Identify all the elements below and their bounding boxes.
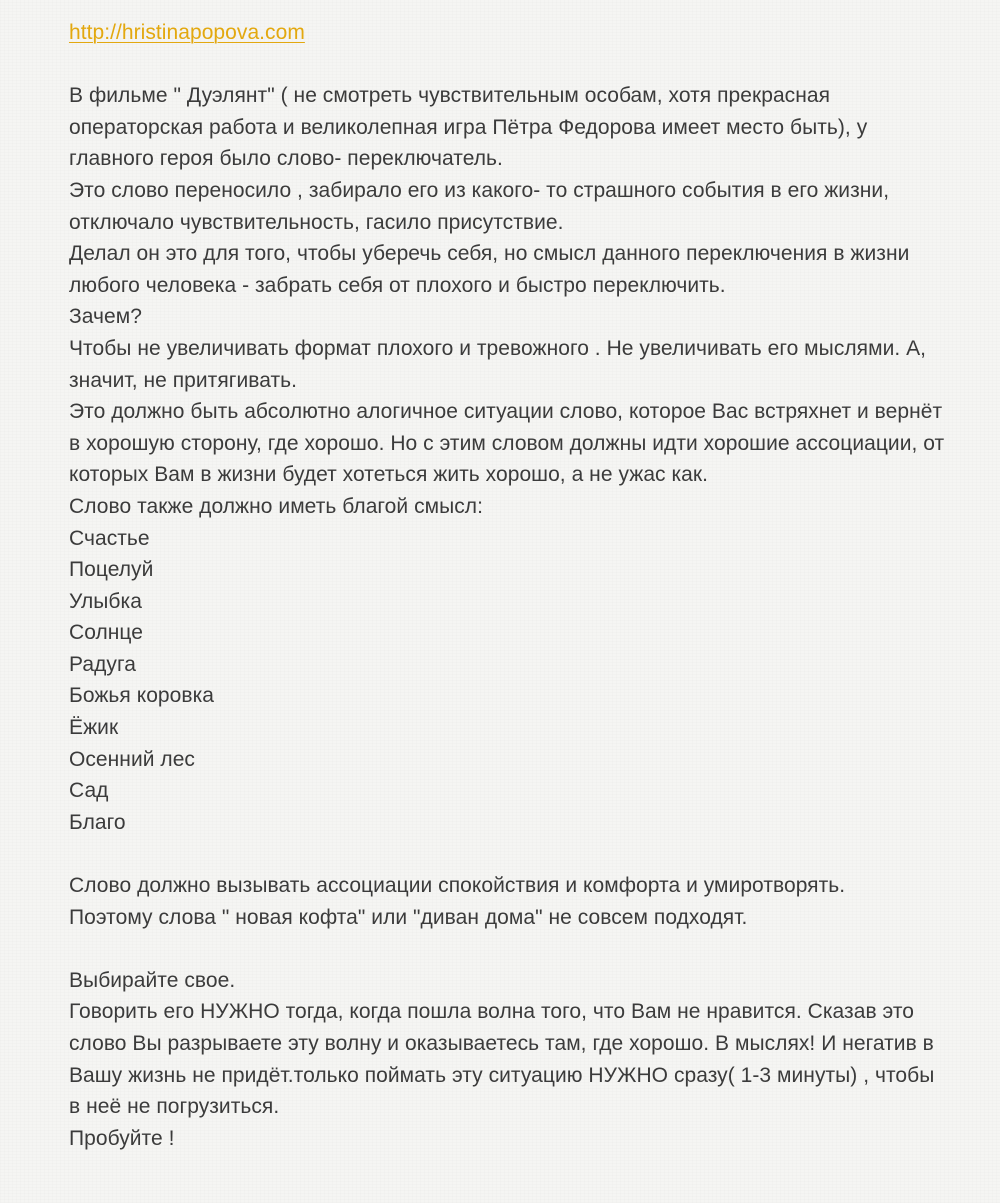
blank-line — [69, 49, 949, 81]
paragraph-good-meaning: Слово также должно иметь благой смысл: — [69, 494, 483, 518]
paragraph-purpose: Делал он это для того, чтобы уберечь себя, но смысл данного переключения в жизни любого человека - забрать себя от плохого и быстро переключить. — [69, 242, 910, 297]
paragraph-why: Зачем? — [69, 305, 142, 329]
paragraph-associations: Слово должно вызывать ассоциации спокойствия и комфорта и умиротворять. — [69, 874, 846, 898]
paragraph-film: В фильме " Дуэлянт" ( не смотреть чувствительным особам, хотя прекрасная операторская работа и великолепная игра Пётра Федорова имеет место быть), у главного героя было слово- переключатель. — [69, 84, 868, 171]
word-list-item: Сад — [69, 779, 109, 803]
paragraph-illogical-word: Это должно быть абсолютно алогичное ситуации слово, которое Вас встряхнет и вернёт в хорошую сторону, где хорошо. Но с этим словом должны идти хорошие ассоциации, от которых Вам в жизни будет хотеться жить хорошо, а не ужас как. — [69, 400, 945, 487]
word-list-item: Счастье — [69, 526, 150, 550]
paragraph-unsuitable-words: Поэтому слова " новая кофта" или "диван дома" не совсем подходят. — [69, 905, 748, 929]
note-body — [69, 17, 949, 1154]
word-list-item: Осенний лес — [69, 747, 195, 771]
middle-section — [69, 870, 949, 933]
word-list-item: Ёжик — [69, 716, 119, 740]
intro-section — [69, 80, 949, 522]
word-list-item: Радуга — [69, 652, 136, 676]
word-list-item: Солнце — [69, 621, 144, 645]
word-list-item: Благо — [69, 810, 126, 834]
paragraph-try: Пробуйте ! — [69, 1126, 175, 1150]
blank-line — [69, 838, 949, 870]
ending-section — [69, 965, 949, 1155]
paragraph-choose: Выбирайте свое. — [69, 968, 236, 992]
paragraph-when-to-say: Говорить его НУЖНО тогда, когда пошла волна того, что Вам не нравится. Сказав это слово Вы разрываете эту волну и оказываетесь там, где хорошо. В мыслях! И негатив в Вашу жизнь не придёт.только поймать эту ситуацию НУЖНО сразу( 1-3 минуты) , чтобы в неё не погрузиться. — [69, 1000, 935, 1119]
paragraph-reason: Чтобы не увеличивать формат плохого и тревожного . Не увеличивать его мыслями. А, значит, не притягивать. — [69, 336, 927, 392]
paragraph-switch-word: Это слово переносило , забирало его из какого- то страшного события в его жизни, отключало чувствительность, гасило присутствие. — [69, 178, 890, 234]
word-list-item: Божья коровка — [69, 684, 215, 708]
blank-line — [69, 933, 949, 965]
website-link[interactable]: http://hristinapopova.com — [69, 21, 305, 44]
word-list — [69, 523, 949, 839]
word-list-item: Улыбка — [69, 589, 142, 613]
word-list-item: Поцелуй — [69, 558, 154, 582]
